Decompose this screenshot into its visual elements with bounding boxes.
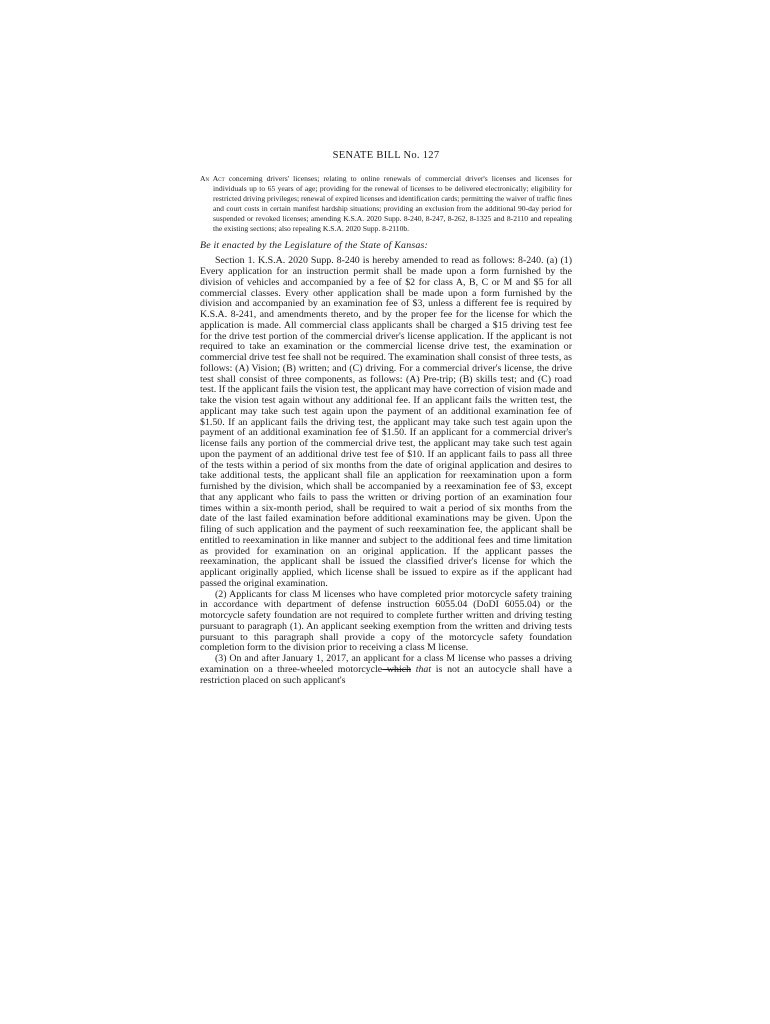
act-prefix-rest: n Act <box>205 174 225 183</box>
act-text: concerning drivers' licenses; relating to online renewals of commercial driver's licenses and licenses for individuals up to 65 years of age; providing for the renewal of licenses to be delivered electronically; eligibility for restricted driving privileges; renewal of expired licenses and identification cards; permitting the waiver of traffic fines and court costs in certain manifest hardship situations; providing an exclusion from the additional 90-day period for suspended or revoked licenses; amending K.S.A. 2020 Supp. 8-240, 8-247, 8-262, 8-1325 and 8-2110 and repealing the existing sections; also repealing K.S.A. 2020 Supp. 8-2110b. <box>213 174 572 233</box>
paragraph-3-text-after: is not an autocycle shall have a restriction placed on such applicant's <box>200 663 572 686</box>
act-prefix <box>200 174 225 183</box>
paragraph-2: (2) Applicants for class M licenses who have completed prior motorcycle safety training in accordance with department of defense instruction 6055.04 (DoDI 6055.04) or the motorcycle safety foundation are not required to complete further written and driving testing pursuant to paragraph (1). An applicant seeking exemption from the written and driving tests pursuant to this paragraph shall provide a copy of the motorcycle safety foundation completion form to the division prior to receiving a class M license. <box>200 588 572 654</box>
bill-title: SENATE BILL No. 127 <box>332 150 440 161</box>
paragraph-3 <box>200 654 572 686</box>
document-page <box>200 150 572 686</box>
struck-text: which <box>382 663 412 675</box>
section-1-paragraph: Section 1. K.S.A. 2020 Supp. 8-240 is hereby amended to read as follows: 8-240. (a) (1) Every application for an instruction permit shall be made upon a form furnished by the division of vehicles and accompanied by a fee of $2 for class A, B, C or M and $5 for all commercial classes. Every other application shall be made upon a form furnished by the division and accompanied by an examination fee of $3, unless a different fee is required by K.S.A. 8-241, and amendments thereto, and by the proper fee for the license for which the application is made. All commercial class applicants shall be charged a $15 driving test fee for the drive test portion of the commercial driver's license application. If the applicant is not required to take an examination or the commercial license drive test, the examination or commercial drive test fee shall not be required. The examination shall consist of three tests, as follows: (A) Vision; (B) written; and (C) driving. For a commercial driver's license, the drive test shall consist of three components, as follows: (A) Pre-trip; (B) skills test; and (C) road test. If the applicant fails the vision test, the applicant may have correction of vision made and take the vision test again without any additional fee. If an applicant fails the written test, the applicant may take such test again upon the payment of an additional examination fee of $1.50. If an applicant fails the driving test, the applicant may take such test again upon the payment of an additional examination fee of $1.50. If an applicant for a commercial driver's license fails any portion of the commercial drive test, the applicant may take such test again upon the payment of an additional drive test fee of $10. If an applicant fails to pass all three of the tests within a period of six months from the date of original application and desires to take additional tests, the applicant shall file an application for reexamination upon a form furnished by the division, which shall be accompanied by a reexamination fee of $3, except that any applicant who fails to pass the written or driving portion of an examination four times within a six-month period, shall be required to wait a period of six months from the date of the last failed examination before additional examinations may be given. Upon the filing of such application and the payment of such reexamination fee, the applicant shall be entitled to reexamination in like manner and subject to the additional fees and time limitation as provided for examination on an original application. If the applicant passes the reexamination, the applicant shall be issued the classified driver's license for which the applicant originally applied, which license shall be issued to expire as if the applicant had passed the original examination. <box>200 255 572 589</box>
paragraph-3-text-before: (3) On and after January 1, 2017, an applicant for a class M license who passes a driving examination on a three-wheeled motorcycle <box>200 653 572 675</box>
enacting-clause: Be it enacted by the Legislature of the State of Kansas: <box>200 240 429 252</box>
act-summary <box>200 174 572 233</box>
act-prefix-initial: A <box>200 174 206 183</box>
inserted-text: that <box>415 663 432 675</box>
